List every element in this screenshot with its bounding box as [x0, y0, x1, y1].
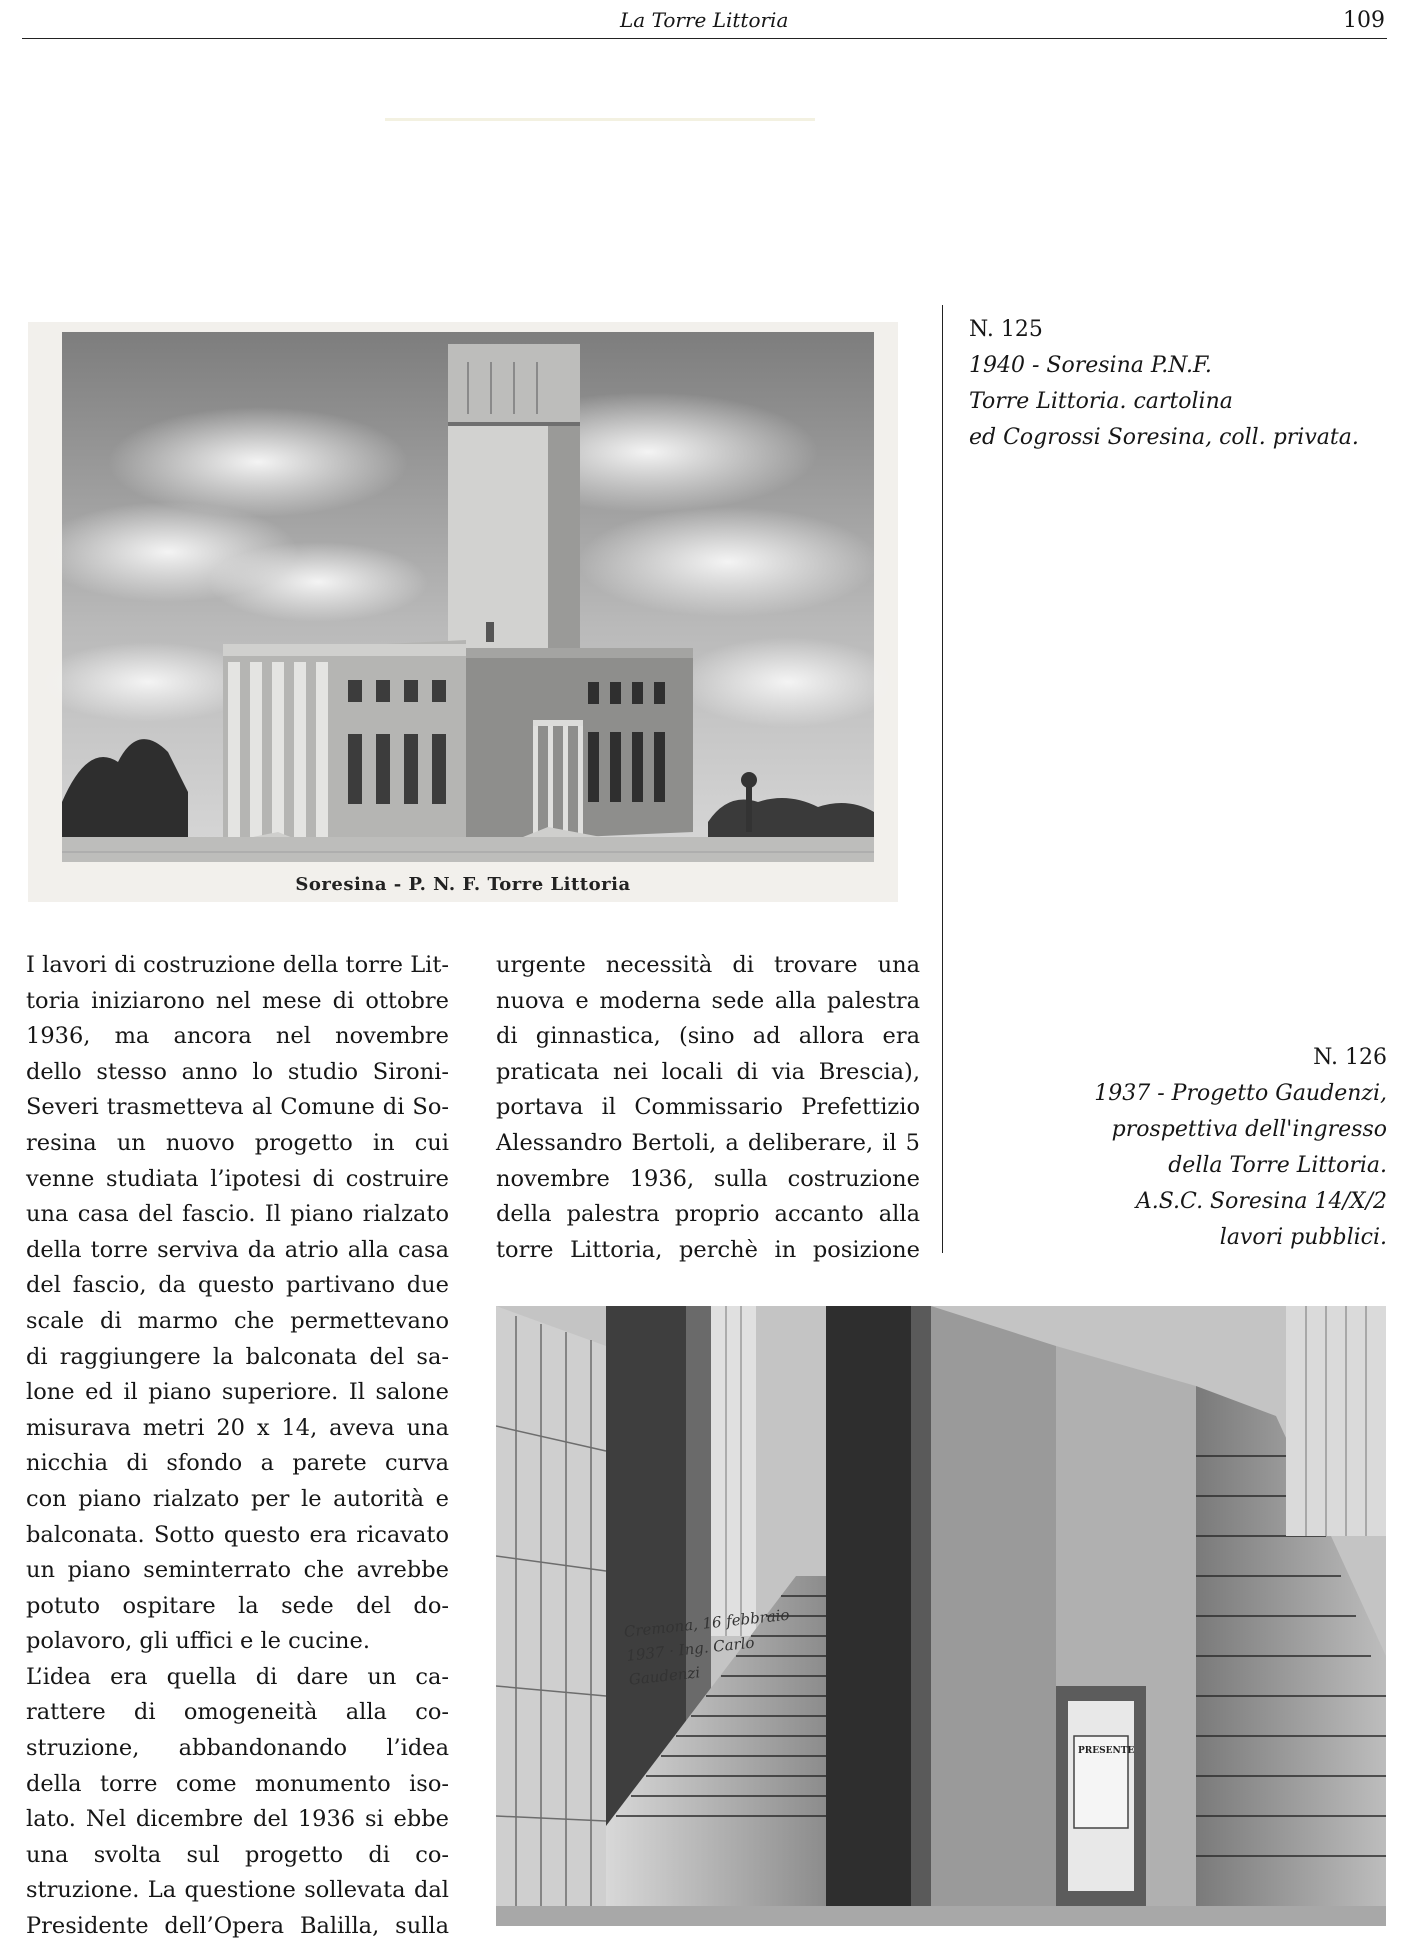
text-line: nuova e moderna sede alla palestra: [496, 987, 920, 1014]
text-line: praticata nei locali di via Brescia),: [496, 1058, 920, 1085]
caption-line: Torre Littoria. cartolina: [969, 389, 1233, 414]
text-line: della torre serviva da atrio alla casa: [26, 1236, 449, 1263]
page-number: 109: [1343, 8, 1385, 33]
entrance-sign-text: PRESENTE: [1078, 1746, 1135, 1756]
caption-line: 1937 - Progetto Gaudenzi,: [1094, 1081, 1387, 1106]
text-line: una svolta sul progetto di co-: [26, 1841, 449, 1868]
text-line: struzione, abbandonando l’idea: [26, 1735, 449, 1762]
header-rule: [22, 38, 1387, 39]
text-line: lato. Nel dicembre del 1936 si ebbe: [26, 1806, 449, 1833]
postcard-caption: Soresina - P. N. F. Torre Littoria: [295, 874, 631, 895]
text-line: della palestra proprio accanto alla: [496, 1201, 920, 1228]
text-line: un piano seminterrato che avrebbe: [26, 1557, 449, 1584]
text-line: L’idea era quella di dare un ca-: [26, 1663, 449, 1690]
text-line: balconata. Sotto questo era ricavato: [26, 1521, 449, 1548]
torre-littoria-illustration: [28, 322, 898, 902]
caption-line: lavori pubblici.: [1219, 1225, 1387, 1250]
text-line: potuto ospitare la sede del do-: [26, 1592, 449, 1619]
caption-line: A.S.C. Soresina 14/X/2: [1135, 1189, 1387, 1214]
text-line: Presidente dell’Opera Balilla, sulla: [26, 1913, 449, 1940]
text-line: di raggiungere la balconata del sa-: [26, 1343, 449, 1370]
caption-line: prospettiva dell'ingresso: [1111, 1117, 1387, 1142]
body-column-right: [496, 948, 920, 1268]
caption-line: 1940 - Soresina P.N.F.: [969, 353, 1212, 378]
text-line: struzione. La questione sollevata dal: [26, 1877, 449, 1904]
text-line: Alessandro Bertoli, a deliberare, il 5: [496, 1129, 920, 1156]
body-column-left: [26, 948, 449, 1945]
running-title: La Torre Littoria: [620, 8, 789, 32]
text-line: scale di marmo che permettevano: [26, 1307, 449, 1334]
text-line: misurava metri 20 x 14, aveva una: [26, 1414, 449, 1441]
text-line: con piano rialzato per le autorità e: [26, 1485, 449, 1512]
caption-number: N. 126: [1313, 1045, 1387, 1070]
text-line: rattere di omogeneità alla co-: [26, 1699, 449, 1726]
caption-number: N. 125: [969, 317, 1043, 342]
text-line: dello stesso anno lo studio Sironi-: [26, 1058, 449, 1085]
postcard-photo: [28, 322, 898, 902]
text-line: I lavori di costruzione della torre Lit-: [26, 952, 449, 978]
text-line: portava il Commissario Prefettizio: [496, 1094, 920, 1121]
text-line: del fascio, da questo partivano due: [26, 1272, 449, 1299]
text-line: una casa del fascio. Il piano rialzato: [26, 1201, 449, 1228]
text-line: torre Littoria, perchè in posizione: [496, 1236, 920, 1263]
text-line: Severi trasmetteva al Comune di So-: [26, 1094, 449, 1121]
decorative-line: [385, 118, 815, 121]
text-line: toria iniziarono nel mese di ottobre: [26, 987, 449, 1014]
drawing-signature: Cremona, 16 febbraio 1937 · Ing. Carlo Gaudenzi: [623, 1605, 791, 1689]
column-rule: [942, 305, 943, 1253]
text-line: 1936, ma ancora nel novembre: [26, 1023, 449, 1050]
figure-125-caption: [969, 312, 1359, 456]
figure-126-caption: [1094, 1040, 1387, 1256]
caption-line: della Torre Littoria.: [1168, 1153, 1387, 1178]
caption-line: ed Cogrossi Soresina, coll. privata.: [969, 425, 1359, 450]
staircase-perspective-illustration: [496, 1306, 1386, 1926]
text-line: novembre 1936, sulla costruzione: [496, 1165, 920, 1192]
text-line: della torre come monumento iso-: [26, 1770, 449, 1797]
entrance-perspective-drawing: [496, 1306, 1386, 1926]
text-line: nicchia di sfondo a parete curva: [26, 1450, 449, 1477]
text-line: resina un nuovo progetto in cui: [26, 1129, 449, 1156]
text-line: lone ed il piano superiore. Il salone: [26, 1379, 449, 1406]
text-line: venne studiata l’ipotesi di costruire: [26, 1165, 449, 1192]
text-line: di ginnastica, (sino ad allora era: [496, 1023, 920, 1050]
text-line: urgente necessità di trovare una: [496, 952, 920, 978]
text-line: polavoro, gli uffici e le cucine.: [26, 1628, 370, 1655]
